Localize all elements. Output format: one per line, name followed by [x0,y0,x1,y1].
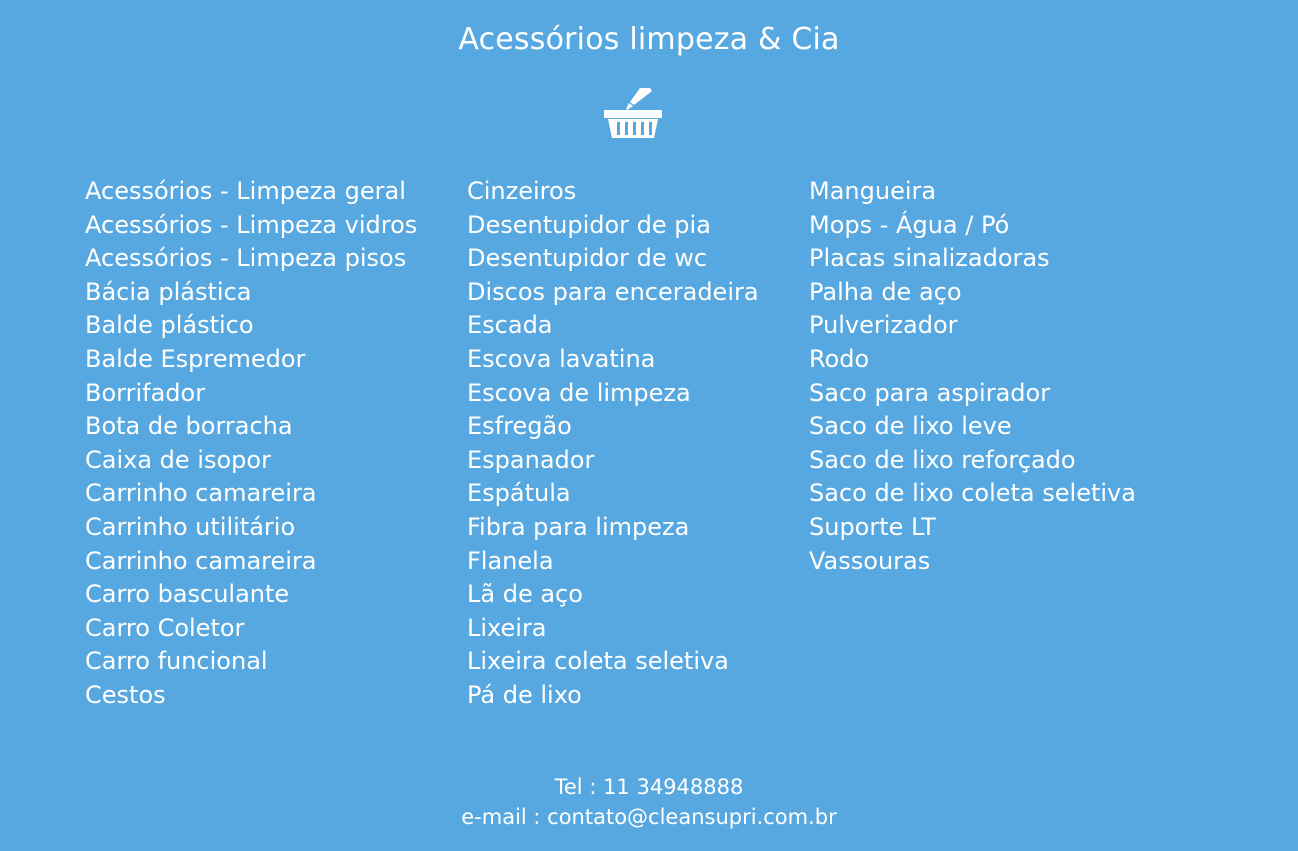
list-item: Lixeira [467,613,547,642]
phone-text: Tel : 11 34948888 [554,775,744,799]
list-item: Placas sinalizadoras [809,244,1050,273]
list-item: Carro funcional [85,647,268,676]
list-item: Desentupidor de wc [467,244,708,273]
product-column-3 [794,175,1298,713]
list-item: Lixeira coleta seletiva [467,647,729,676]
list-item: Fibra para limpeza [467,512,690,541]
list-item: Borrifador [85,378,206,407]
list-item: Rodo [809,344,870,373]
list-item: Bota de borracha [85,412,293,441]
list-item: Lã de aço [467,580,583,609]
list-item: Flanela [467,546,554,575]
list-item: Mangueira [809,177,937,205]
list-item: Pulverizador [809,311,958,340]
list-item: Suporte LT [809,512,936,541]
list-item: Carro basculante [85,580,290,609]
list-item: Cestos [85,680,166,709]
list-item: Vassouras [809,546,931,575]
email-text: e-mail : contato@cleansupri.com.br [461,805,837,829]
list-item: Desentupidor de pia [467,210,711,239]
list-item: Espanador [467,445,595,474]
product-column-1 [0,175,434,713]
list-item: Balde plástico [85,311,254,340]
list-item: Bácia plástica [85,277,252,306]
list-item: Balde Espremedor [85,344,306,373]
list-item: Saco de lixo leve [809,412,1012,441]
list-item: Escova lavatina [467,344,656,373]
list-item: Espátula [467,479,571,508]
list-item: Saco para aspirador [809,378,1051,407]
list-item: Acessórios - Limpeza pisos [85,244,407,273]
list-item: Pá de lixo [467,680,582,709]
list-item: Carrinho utilitário [85,512,296,541]
page-title: Acessórios limpeza & Cia [458,22,840,57]
list-item: Caixa de isopor [85,445,271,474]
list-item: Cinzeiros [467,177,577,205]
list-item: Carrinho camareira [85,546,317,575]
list-item: Saco de lixo reforçado [809,445,1076,474]
contact-footer [0,772,1298,832]
product-columns [0,175,1298,713]
list-item: Discos para enceradeira [467,277,759,306]
list-item: Acessórios - Limpeza geral [85,177,406,205]
list-item: Carrinho camareira [85,479,317,508]
list-item: Saco de lixo coleta seletiva [809,479,1136,508]
list-item: Palha de aço [809,277,962,306]
list-item: Carro Coletor [85,613,245,642]
list-item: Mops - Água / Pó [809,210,1010,239]
list-item: Escada [467,311,553,340]
list-item: Acessórios - Limpeza vidros [85,210,418,239]
list-item: Esfregão [467,412,572,441]
product-column-2 [434,175,794,713]
cleaning-basket-icon [600,86,666,140]
list-item: Escova de limpeza [467,378,691,407]
